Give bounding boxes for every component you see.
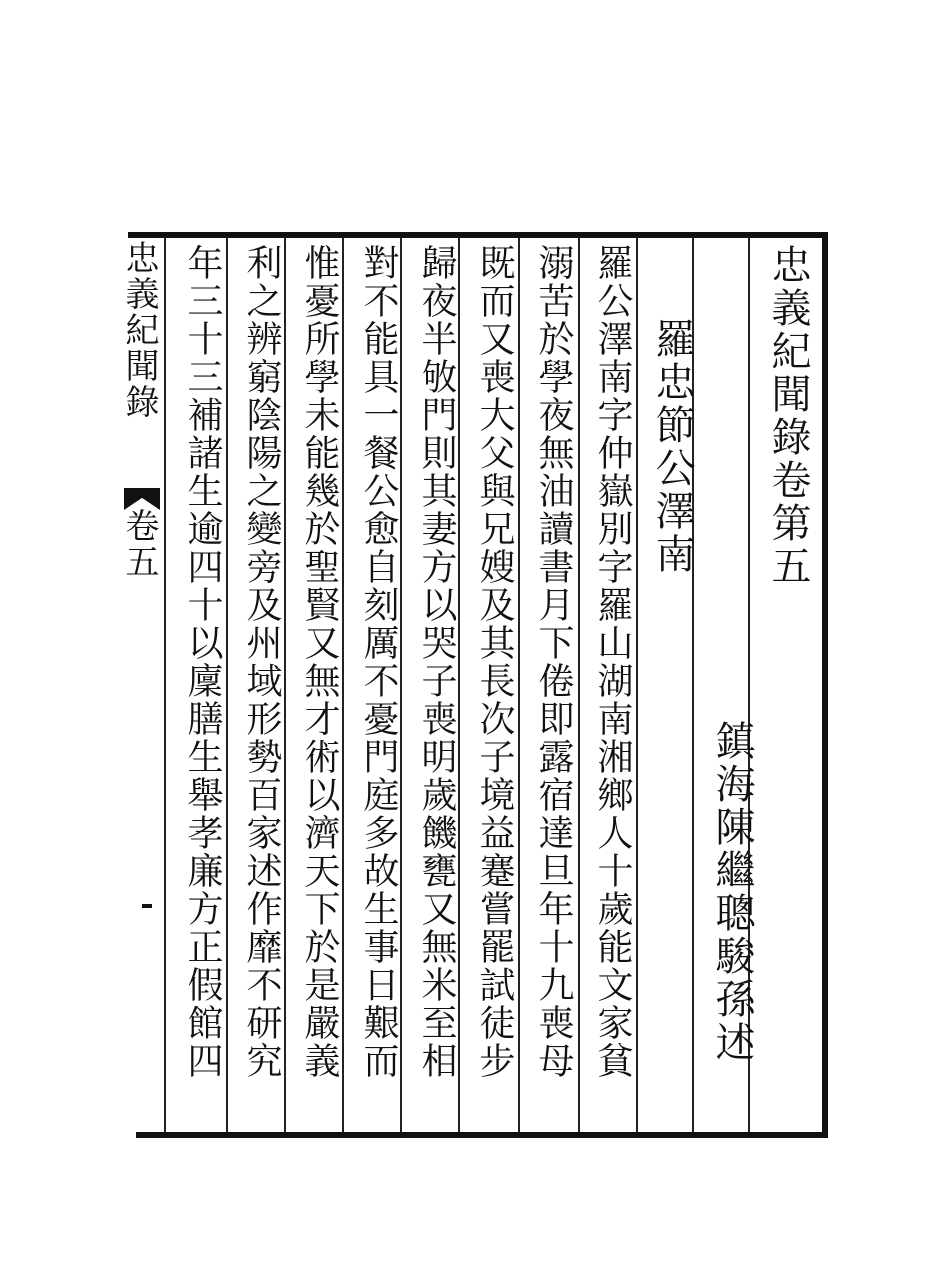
text-column-1: 羅公澤南字仲嶽別字羅山湖南湘鄉人十歲能文家貧 bbox=[592, 244, 633, 1080]
gutter-volume-label: 卷五 bbox=[119, 508, 159, 580]
chapter-title: 忠義紀聞錄卷第五 bbox=[765, 244, 811, 588]
frame-left-border bbox=[164, 238, 166, 1132]
section-heading: 羅忠節公澤南 bbox=[649, 318, 695, 576]
page-dash-mark bbox=[142, 904, 152, 908]
frame-right-border bbox=[822, 232, 828, 1138]
text-column-6: 惟憂所學未能幾於聖賢又無才術以濟天下於是嚴義 bbox=[299, 244, 340, 1080]
gutter-book-title: 忠義紀聞錄 bbox=[119, 240, 159, 420]
text-column-4: 歸夜半敂門則其妻方以哭子喪明歲饑甕又無米至相 bbox=[416, 244, 457, 1080]
text-column-3: 既而又喪大父與兄嫂及其長次子境益蹇嘗罷試徒步 bbox=[474, 244, 515, 1080]
text-column-5: 對不能具一餐公愈自刻厲不憂門庭多故生事日艱而 bbox=[358, 244, 399, 1080]
author-line: 鎮海陳繼聰駿孫述 bbox=[709, 720, 755, 1064]
text-column-7: 利之辨窮陰陽之變旁及州域形勢百家述作靡不研究 bbox=[241, 244, 282, 1080]
text-column-8: 年三十三補諸生逾四十以廩膳生舉孝廉方正假館四 bbox=[182, 244, 223, 1080]
fishtail-mark-icon bbox=[124, 488, 160, 510]
text-column-2: 溺苦於學夜無油讀書月下倦即露宿達旦年十九喪母 bbox=[533, 244, 574, 1080]
page-gutter bbox=[118, 240, 162, 1130]
frame-top-border bbox=[128, 232, 828, 238]
frame-bottom-border bbox=[136, 1132, 828, 1138]
